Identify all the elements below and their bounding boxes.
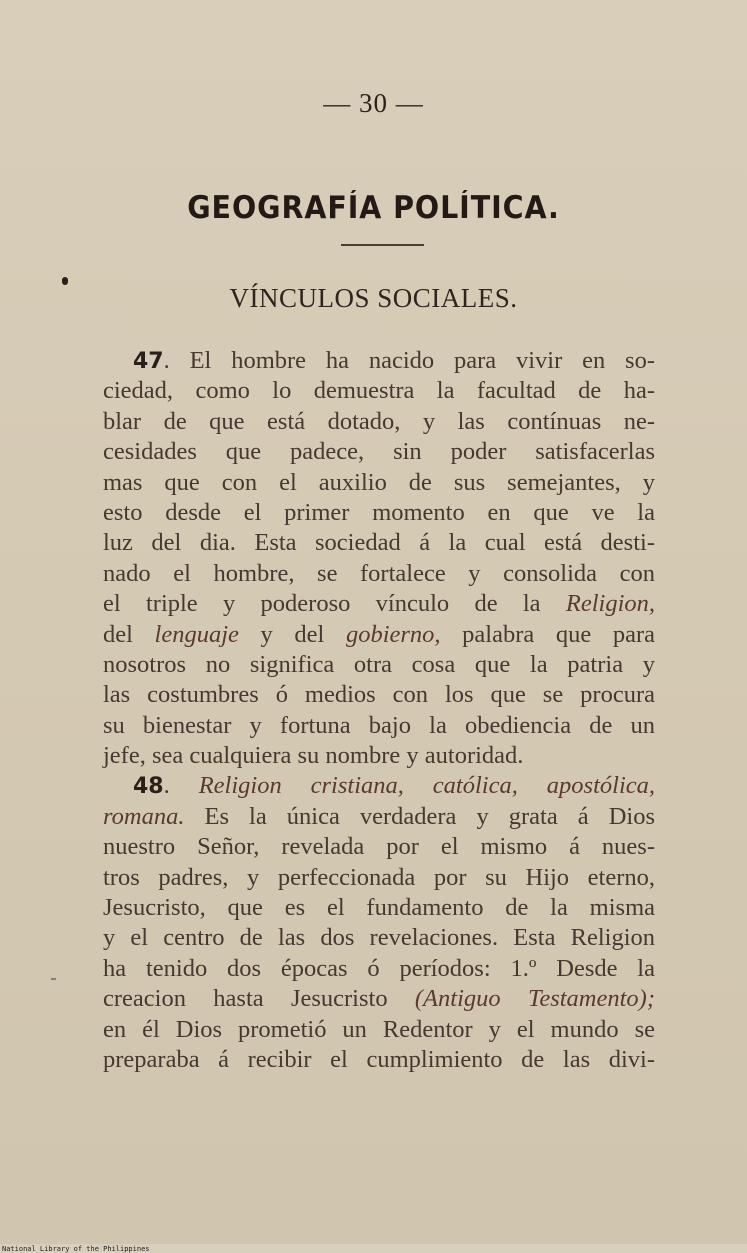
text-line: tros padres, y perfeccionada por su Hijo eterno, <box>103 863 655 891</box>
text-line: en él Dios prometió un Redentor y el mundo se <box>103 1015 655 1043</box>
text-line: 47. El hombre ha nacido para vivir en so- <box>133 347 655 374</box>
italic-term: romana. <box>103 802 185 830</box>
italic-term: Religion cristiana, católica, apostólica, <box>198 772 655 800</box>
text-line: blar de que está dotado, y las contínuas ne- <box>103 407 655 435</box>
page-title: GEOGRAFÍA POLÍTICA. <box>187 190 560 226</box>
text-span: y del <box>238 620 346 648</box>
title-rule <box>341 244 424 246</box>
page-number: — 30 — <box>323 88 424 118</box>
text-span: el triple y poderoso vínculo de la <box>103 590 566 618</box>
italic-term: lenguaje <box>154 620 239 648</box>
text-line: jefe, sea cualquiera su nombre y autoridad. <box>103 742 524 770</box>
text-line <box>103 589 655 619</box>
paragraph-number: 48 <box>133 774 164 800</box>
text-line: nado el hombre, se fortalece y consolida con <box>103 559 655 587</box>
text-line: nuestro Señor, revelada por el mismo á nues- <box>103 833 655 861</box>
text-line: luz del dia. Esta sociedad á la cual está desti- <box>103 529 655 557</box>
text-line <box>103 620 655 650</box>
text-line <box>103 802 655 832</box>
italic-term: gobierno, <box>345 620 441 648</box>
text-span: creacion hasta Jesucristo <box>103 985 415 1013</box>
text-line: mas que con el auxilio de sus semejantes, y <box>103 468 655 496</box>
text-line: ciedad, como lo demuestra la facultad de ha- <box>103 377 655 405</box>
ink-speck <box>51 978 56 980</box>
text-line: Jesucristo, que es el fundamento de la misma <box>103 894 655 922</box>
text-span: palabra que para <box>440 620 656 648</box>
text-line: 48. Religion cristiana, católica, apostólica, <box>133 772 655 800</box>
library-credit: National Library of the Philippines <box>2 1245 150 1253</box>
text-span: Es la única verdadera y grata á Dios <box>184 802 655 830</box>
text-line: nosotros no significa otra cosa que la patria y <box>103 650 655 678</box>
paragraph-number: 47 <box>133 349 164 374</box>
text-line: su bienestar y fortuna bajo la obediencia de un <box>103 711 655 739</box>
italic-term: (Antiguo Testamento); <box>414 985 655 1013</box>
section-subtitle: VÍNCULOS SOCIALES. <box>229 283 518 313</box>
text-line: y el centro de las dos revelaciones. Esta Religion <box>103 924 655 952</box>
text-line: ha tenido dos épocas ó períodos: 1.º Desde la <box>103 954 655 982</box>
text-span: del <box>103 620 155 648</box>
italic-term: Religion, <box>565 590 655 618</box>
text-line: preparaba á recibir el cumplimiento de las divi- <box>103 1045 655 1073</box>
text-line <box>103 984 655 1014</box>
text-line: cesidades que padece, sin poder satisfacerlas <box>103 438 655 466</box>
text-line: las costumbres ó medios con los que se procura <box>103 681 655 709</box>
text-line: esto desde el primer momento en que ve la <box>103 498 655 526</box>
body-text <box>103 346 655 1075</box>
text-span: El hombre ha nacido para vivir en so- <box>189 347 655 374</box>
